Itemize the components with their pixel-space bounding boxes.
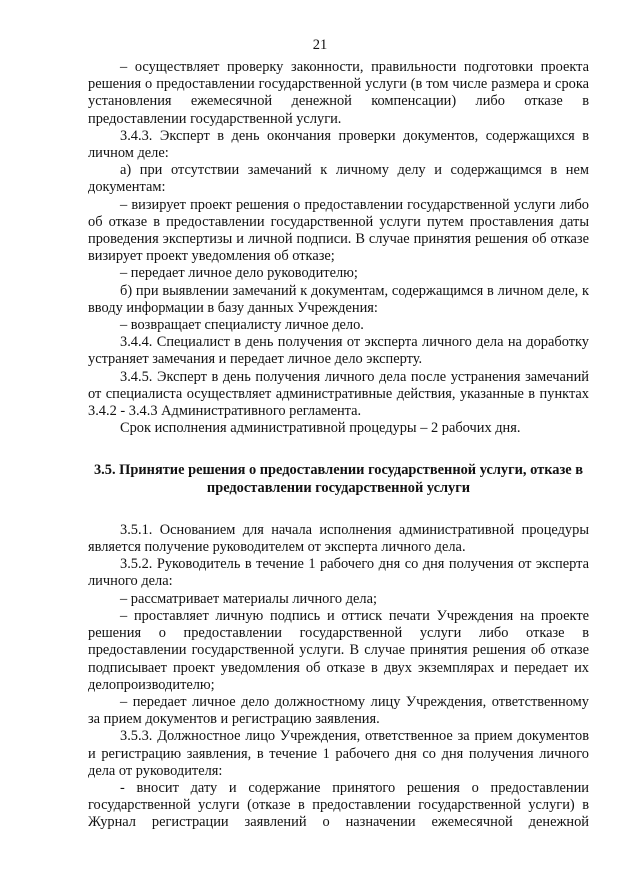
paragraph: – осуществляет проверку законности, правильности подготовки проекта решения о предоставлении государственной услуги (в том числе размера и срока установления ежемесячной денежной компенсации) либо отказе в предоставлении государственной услуги.: [88, 59, 589, 127]
paragraph: 3.5.1. Основанием для начала исполнения административной процедуры является получение руководителем от эксперта личного дела.: [88, 521, 589, 556]
paragraph: 3.4.3. Эксперт в день окончания проверки документов, содержащихся в личном деле:: [88, 127, 589, 162]
paragraph: – возвращает специалисту личное дело.: [120, 317, 364, 334]
section-heading: 3.5. Принятие решения о предоставлении государственной услуги, отказе в предоставлении государственной услуги: [93, 462, 584, 496]
paragraph: - вносит дату и содержание принятого решения о предоставлении государственной услуги (отказе в предоставлении государственной услуги) в Журнал регистрации заявлений о назначении ежемесячной денежной: [88, 779, 589, 831]
paragraph: – визирует проект решения о предоставлении государственной услуги либо об отказе в предоставлении государственной услуги путем проставления даты проведения экспертизы и личной подписи. В случае принятия решения об отказе визирует проект уведомления об отказе;: [88, 196, 589, 265]
paragraph: 3.5.2. Руководитель в течение 1 рабочего дня со дня получения от эксперта личного дела:: [88, 556, 589, 590]
paragraph: – рассматривает материалы личного дела;: [120, 590, 377, 607]
paragraph: а) при отсутствии замечаний к личному делу и содержащимся в нем документам:: [88, 162, 589, 196]
paragraph: – передает личное дело должностному лицу Учреждения, ответственному за прием документов и регистрацию заявления.: [88, 693, 589, 728]
paragraph: б) при выявлении замечаний к документам, содержащимся в личном деле, к вводу информации в базу данных Учреждения:: [88, 282, 589, 316]
paragraph: – проставляет личную подпись и оттиск печати Учреждения на проекте решения о предоставлении государственной услуги либо отказе в предоставлении государственной услуги. В случае принятия решения об отказе подписывает проект уведомления об отказе в двух экземплярах и передает их делопроизводителю;: [88, 607, 589, 693]
paragraph: Срок исполнения административной процедуры – 2 рабочих дня.: [120, 420, 521, 437]
paragraph: – передает личное дело руководителю;: [120, 265, 358, 282]
paragraph: 3.4.4. Специалист в день получения от эксперта личного дела на доработку устраняет замечания и передает личное дело эксперту.: [88, 334, 589, 368]
page-number: 21: [312, 37, 328, 53]
paragraph: 3.5.3. Должностное лицо Учреждения, ответственное за прием документов и регистрацию заявления, в течение 1 рабочего дня со дня получения личного дела от руководителя:: [88, 728, 589, 779]
document-body: [88, 59, 589, 832]
paragraph: 3.4.5. Эксперт в день получения личного дела после устранения замечаний от специалиста осуществляет административные действия, указанные в пунктах 3.4.2 - 3.4.3 Административного регламента.: [88, 368, 589, 420]
